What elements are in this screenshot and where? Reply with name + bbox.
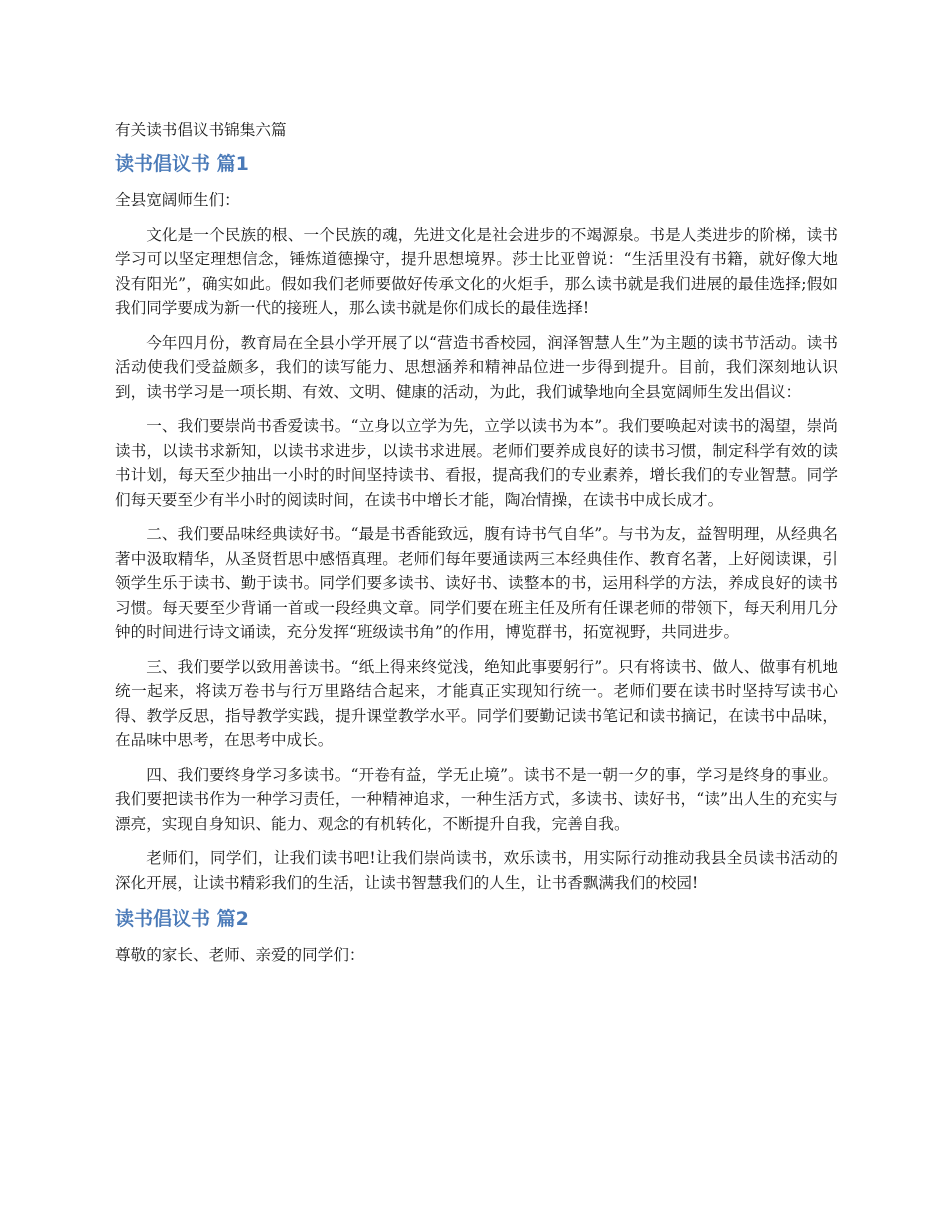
document-page (115, 118, 838, 978)
paragraph: 三、我们要学以致用善读书。“纸上得来终觉浅，绝知此事要躬行”。只有将读书、做人、做事有机地统一起来，将读万卷书与行万里路结合起来，才能真正实现知行统一。老师们要在读书时坚持写读书心得、教学反思，指导教学实践，提升课堂教学水平。同学们要勤记读书笔记和读书摘记，在读书中品味，在品味中思考，在思考中成长。 (115, 657, 838, 749)
salutation: 全县宽阔师生们： (115, 191, 240, 209)
section-2 (115, 905, 838, 968)
paragraph: 四、我们要终身学习多读书。“开卷有益，学无止境”。读书不是一朝一夕的事，学习是终身的事业。我们要把读书作为一种学习责任，一种精神追求，一种生活方式，多读书、读好书，“读”出人生的充实与漂亮，实现自身知识、能力、观念的有机转化，不断提升自我，完善自我。 (115, 765, 838, 833)
section-1 (115, 150, 838, 895)
paragraph: 二、我们要品味经典读好书。“最是书香能致远，腹有诗书气自华”。与书为友，益智明理，从经典名著中汲取精华，从圣贤哲思中感悟真理。老师们每年要通读两三本经典佳作、教育名著，上好阅读课，引领学生乐于读书、勤于读书。同学们要多读书、读好书、读整本的书，运用科学的方法，养成良好的读书习惯。每天要至少背诵一首或一段经典文章。同学们要在班主任及所有任课老师的带领下，每天利用几分钟的时间进行诗文诵读，充分发挥“班级读书角”的作用，博览群书，拓宽视野，共同进步。 (115, 525, 838, 641)
paragraph: 老师们，同学们，让我们读书吧!让我们崇尚读书，欢乐读书，用实际行动推动我县全员读书活动的深化开展，让读书精彩我们的生活，让读书智慧我们的人生，让书香飘满我们的校园! (115, 849, 838, 892)
paragraph: 文化是一个民族的根、一个民族的魂，先进文化是社会进步的不竭源泉。书是人类进步的阶梯，读书学习可以坚定理想信念，锤炼道德操守，提升思想境界。莎士比亚曾说：“生活里没有书籍，就好像大地没有阳光”，确实如此。假如我们老师要做好传承文化的火炬手，那么读书就是我们进展的最佳选择;假如我们同学要成为新一代的接班人，那么读书就是你们成长的最佳选择! (115, 225, 838, 317)
section-heading: 读书倡议书 篇2 (115, 908, 249, 930)
paragraph: 今年四月份，教育局在全县小学开展了以“营造书香校园，润泽智慧人生”为主题的读书节活动。读书活动使我们受益颇多，我们的读写能力、思想涵养和精神品位进一步得到提升。目前，我们深刻地认识到，读书学习是一项长期、有效、文明、健康的活动，为此，我们诚挚地向全县宽阔师生发出倡议： (115, 333, 838, 401)
salutation: 尊敬的家长、老师、亲爱的同学们： (115, 946, 365, 964)
paragraph: 一、我们要崇尚书香爱读书。“立身以立学为先，立学以读书为本”。我们要唤起对读书的渴望，崇尚读书，以读书求新知，以读书求进步，以读书求进展。老师们要养成良好的读书习惯，制定科学有效的读书计划，每天至少抽出一小时的时间坚持读书、看报，提高我们的专业素养，增长我们的专业智慧。同学们每天要至少有半小时的阅读时间，在读书中增长才能，陶冶情操，在读书中成长成才。 (115, 417, 838, 509)
document-title: 有关读书倡议书锦集六篇 (115, 121, 287, 139)
section-heading: 读书倡议书 篇1 (115, 153, 249, 175)
